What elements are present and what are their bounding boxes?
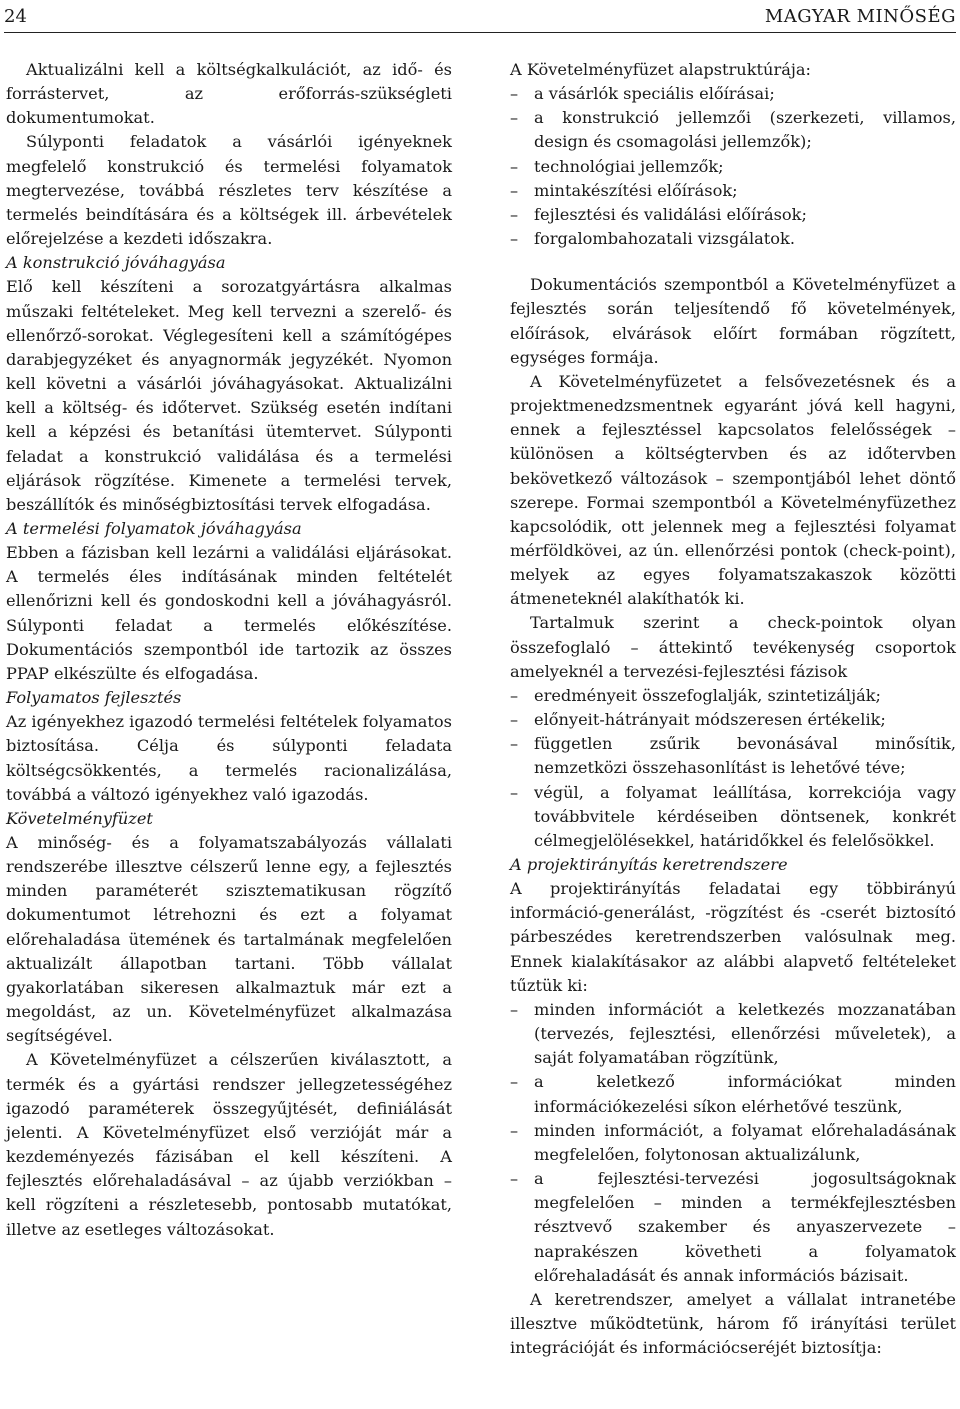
- left-column: [6, 58, 452, 1242]
- closing-paragraph: A keretrendszer, amelyet a vállalat intranetébe illesztve működtetünk, három fő irányítási terület integrációját és információcseréjét biztosítja:: [510, 1289, 956, 1358]
- list-item: – előnyeit-hátrányait módszeresen értékelik;: [510, 708, 956, 732]
- section-body-production: Ebben a fázisban kell lezárni a validálási eljárásokat. A termelés éles indításának minden feltételét ellenőrizni kell és gondoskodni kell a jóváhagyásról. Súlyponti feladat a termelés előkészítése. Dokumentációs szempontból ide tartozik az összes PPAP elkészülte és elfogadása.: [6, 543, 452, 683]
- list-item: – a vásárlók speciális előírásai;: [510, 82, 956, 106]
- right-column: [510, 58, 956, 1360]
- documentation-paragraph: Dokumentációs szempontból a Követelményfüzet a fejlesztés során teljesítendő fő követelmények, előírások, elvárások előírt formában rögzített, egységes formája.: [510, 275, 956, 367]
- list-item: – eredményeit összefoglalják, szintetizálják;: [510, 684, 956, 708]
- section-body-improvement: Az igényekhez igazodó termelési feltételek folyamatos biztosítása. Célja és súlyponti feladata költségcsökkentés, a termelés racionalizálása, továbbá a változó igényekhez való igazodás.: [6, 712, 452, 804]
- checkpoint-paragraph: Tartalmuk szerint a check-pointok olyan összefoglaló – áttekintő tevékenység csoportok amelyeknél a tervezési-fejlesztési fázisok: [510, 613, 956, 681]
- intro-paragraph-2: Súlyponti feladatok a vásárlói igényeknek megfelelő konstrukció és termelési folyamatok megtervezése, továbbá részletes terv készítése a termelés beindítására és a költségek ill. árbevételek előrejelzése a kezdeti időszakra.: [6, 132, 452, 249]
- approval-paragraph: A Követelményfüzetet a felsővezetésnek és a projektmenedzsmentnek egyaránt jóvá kell hagyni, ennek a fejlesztéssel kapcsolatos felelősségek – különösen a költségtervben és az időtervben bekövetkező változások – szempontjából lehet döntő szerepe. Formai szempontból a Követelményfüzethez kapcsolódik, ott jelennek meg a fejlesztési folyamat mérföldkövei, az ún. ellenőrzési pontok (check-point), melyek az egyes folyamatszakaszok közötti átmeneteknél alakíthatók ki.: [510, 371, 956, 609]
- list-item: – a konstrukció jellemzői (szerkezeti, villamos, design és csomagolási jellemzők);: [510, 106, 956, 154]
- list-item: – független zsűrik bevonásával minősítik, nemzetközi összehasonlítást is lehetővé téve;: [510, 732, 956, 780]
- list-item: – a keletkező információkat minden információkezelési síkon elérhetővé teszünk,: [510, 1070, 956, 1118]
- list-item: – technológiai jellemzők;: [510, 155, 956, 179]
- list-item: – mintakészítési előírások;: [510, 179, 956, 203]
- checkpoint-list: [510, 684, 956, 853]
- journal-title: MAGYAR MINŐSÉG: [764, 6, 956, 27]
- structure-list: [510, 82, 956, 251]
- section-heading-production: A termelési folyamatok jóváhagyása: [6, 518, 302, 538]
- section-body-requirements-2: A Követelményfüzet a célszerűen kiválasztott, a termék és a gyártási rendszer jellegzetességéhez igazodó paraméterek összegyűjtését, definiálását jelenti. A Követelményfüzet első verzióját már a kezdeményezés fázisában el kell készíteni. A fejlesztés előrehaladásával – az újabb verziókban – kell rögzíteni a részletesebb, pontosabb mutatókat, illetve az esetleges változásokat.: [6, 1050, 452, 1239]
- list-item: – végül, a folyamat leállítása, korrekciója vagy továbbvitele kérdéseiben döntsenek, konkrét célmegjelölésekkel, határidőkkel és felelősökkel.: [510, 781, 956, 853]
- page-number: 24: [4, 6, 27, 27]
- section-body-construction: Elő kell készíteni a sorozatgyártásra alkalmas műszaki feltételeket. Meg kell tervezni a szerelő- és ellenőrző-sorokat. Véglegesíteni kell a számítógépes darabjegyzéket és anyagnormák jegyzékét. Nyomon kell követni a vásárlói jóváhagyásokat. Aktualizálni kell a költség- és időtervet. Szükség esetén indítani kell a képzési és betanítási ütemtervet. Súlyponti feladat a konstrukció validálása és a termelési eljárások rögzítése. Kimenete a termelési tervek, beszállítók és minőségbiztosítási tervek elfogadása.: [6, 277, 452, 514]
- section-heading-improvement: Folyamatos fejlesztés: [6, 688, 182, 708]
- section-heading-requirements: Követelményfüzet: [6, 808, 153, 828]
- section-body-requirements: A minőség- és a folyamatszabályozás vállalati rendszerébe illesztve célszerű lenne egy, a fejlesztés minden paraméterét szisztematikusan rögzítő dokumentumot létrehozni és ezt a folyamat előrehaladása ütemének és tartalmának megfelelően aktualizált állapotban tartani. Több vállalat gyakorlatában sikeresen alkalmaztuk már ezt a megoldást, az un. Követelményfüzet alkalmazása segítségével.: [6, 833, 452, 1046]
- list-item: – fejlesztési és validálási előírások;: [510, 203, 956, 227]
- section-heading-construction: A konstrukció jóváhagyása: [6, 253, 226, 273]
- framework-list: [510, 998, 956, 1288]
- list-item: – forgalombahozatali vizsgálatok.: [510, 227, 956, 251]
- page-header: [4, 6, 956, 33]
- framework-paragraph: A projektirányítás feladatai egy többirányú információ-generálást, -rögzítést és -cserét biztosító párbeszédes keretrendszerben valósulnak meg. Ennek kialakításakor az alábbi alapvető feltételeket tűztük ki:: [510, 879, 956, 995]
- intro-paragraph: Aktualizálni kell a költségkalkulációt, az idő- és forrástervet, az erőforrás-szükségleti dokumentumokat.: [6, 60, 452, 128]
- list-item: – minden információt, a folyamat előrehaladásának megfelelően, folytonosan aktualizálunk,: [510, 1119, 956, 1167]
- structure-intro: A Követelményfüzet alapstruktúrája:: [510, 60, 811, 79]
- list-item: – minden információt a keletkezés mozzanatában (tervezés, fejlesztési, ellenőrzési műveletek), a saját folyamatában rögzítünk,: [510, 998, 956, 1070]
- list-item: – a fejlesztési-tervezési jogosultságoknak megfelelően – minden a termékfejlesztésben résztvevő szakember és anyaszervezete – naprakészen követheti a folyamatok előrehaladását és annak információs bázisait.: [510, 1167, 956, 1288]
- framework-heading: A projektirányítás keretrendszere: [510, 855, 788, 874]
